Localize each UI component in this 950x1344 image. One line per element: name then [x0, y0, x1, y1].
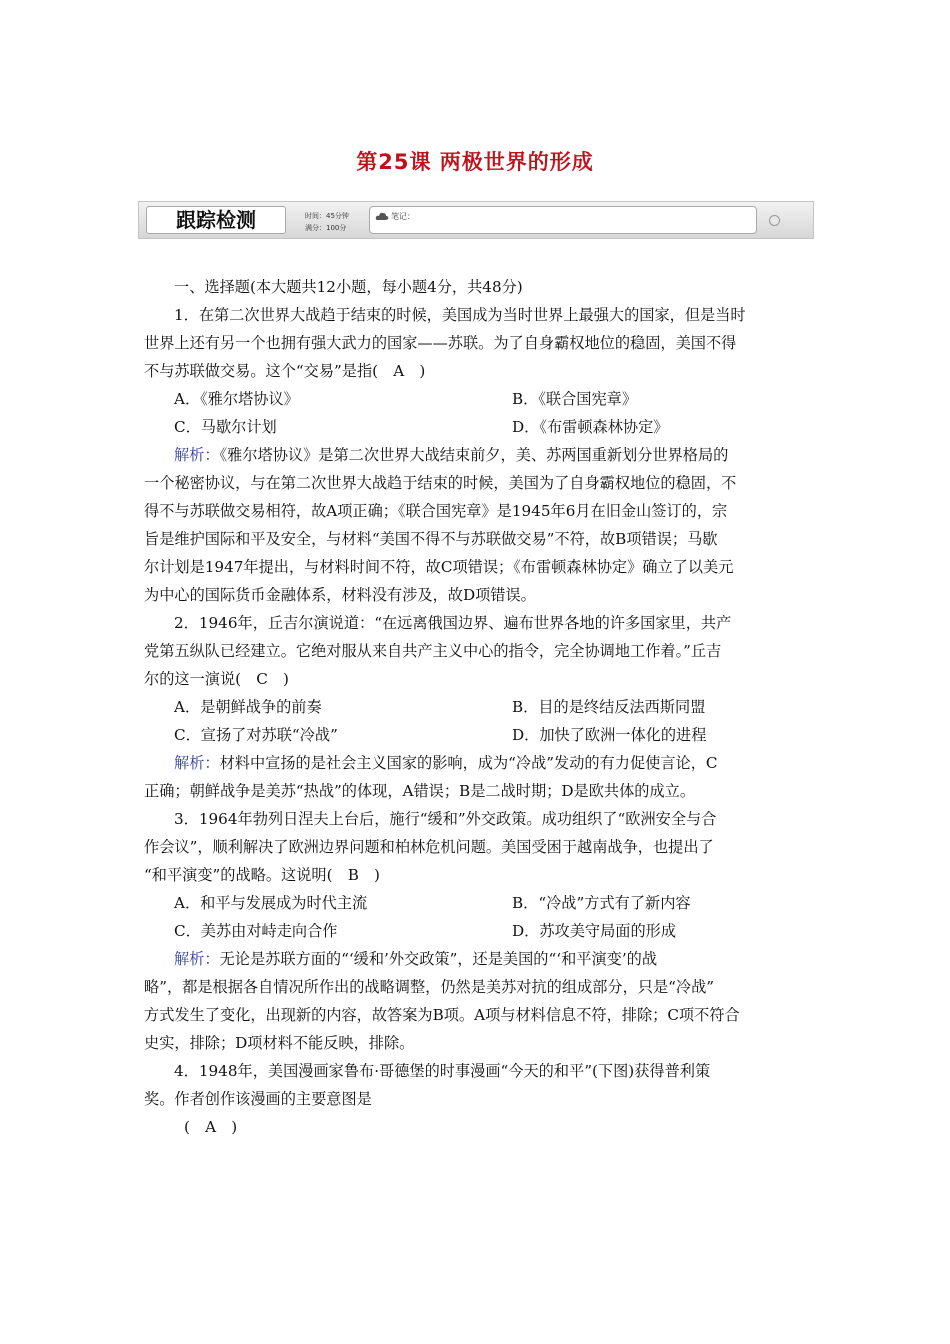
explanation-line: 一个秘密协议，与在第二次世界大战趋于结束的时候，美国为了自身霸权地位的稳固，不	[144, 474, 737, 492]
option-d: D．加快了欧洲一体化的进程	[512, 726, 707, 744]
option-c: C．宣扬了对苏联“冷战”	[174, 726, 338, 744]
option-c: C．马歇尔计划	[174, 418, 277, 436]
option-b: B．“冷战”方式有了新内容	[512, 894, 691, 912]
explanation-text: 无论是苏联方面的“‘缓和’外交政策”，还是美国的“‘和平演变’的战	[219, 950, 658, 968]
cloud-icon	[375, 212, 389, 221]
question-line: 不与苏联做交易。这个“交易”是指( A )	[144, 362, 426, 380]
explanation-line	[174, 753, 718, 773]
question-line: 2．1946年，丘吉尔演说道：“在远离俄国边界、遍布世界各地的许多国家里，共产	[174, 614, 732, 632]
explanation-line: 略”，都是根据各自情况所作出的战略调整，仍然是美苏对抗的组成部分，只是“冷战”	[144, 978, 715, 996]
question-line: 4．1948年，美国漫画家鲁布·哥德堡的时事漫画“今天的和平”(下图)获得普利策	[174, 1062, 711, 1080]
question-line: 奖。作者创作该漫画的主要意图是	[144, 1090, 372, 1108]
banner-meta	[305, 210, 349, 234]
explanation-line: 方式发生了变化，出现新的内容，故答案为B项。A项与材料信息不符，排除；C项不符合	[144, 1006, 740, 1024]
explanation-label: 解析：	[174, 446, 220, 464]
explanation-line: 得不与苏联做交易相符，故A项正确；《联合国宪章》是1945年6月在旧金山签订的，宗	[144, 502, 728, 520]
banner-label: 跟踪检测	[146, 206, 286, 234]
question-line: 尔的这一演说( C )	[144, 670, 289, 688]
option-b: B．《联合国宪章》	[512, 390, 638, 408]
explanation-line: 史实，排除；D项材料不能反映，排除。	[144, 1034, 415, 1052]
section-heading: 一、选择题(本大题共12小题，每小题4分，共48分)	[174, 278, 523, 296]
option-a: A．《雅尔塔协议》	[174, 390, 299, 408]
explanation-label: 解析：	[174, 754, 220, 772]
explanation-line	[174, 949, 657, 969]
option-c: C．美苏由对峙走向合作	[174, 922, 338, 940]
explanation-line: 正确；朝鲜战争是美苏“热战”的体现，A错误；B是二战时期；D是欧共体的成立。	[144, 782, 696, 800]
explanation-line: 尔计划是1947年提出，与材料时间不符，故C项错误；《布雷顿森林协定》确立了以美元	[144, 558, 734, 576]
tracking-banner	[138, 201, 814, 239]
option-a: A．和平与发展成为时代主流	[174, 894, 368, 912]
time-limit: 时间：45分钟	[305, 212, 349, 220]
answer-marker: ( A )	[184, 1118, 238, 1136]
notes-label: 笔记：	[391, 212, 415, 221]
option-b: B．目的是终结反法西斯同盟	[512, 698, 706, 716]
option-d: D．苏攻美守局面的形成	[512, 922, 677, 940]
notes-box[interactable]	[369, 206, 757, 234]
full-score: 满分：100分	[305, 224, 347, 232]
question-line: 作会议”，顺利解决了欧洲边界问题和柏林危机问题。美国受困于越南战争，也提出了	[144, 838, 714, 856]
explanation-line	[174, 445, 728, 465]
question-line: 3．1964年勃列日涅夫上台后，施行“缓和”外交政策。成功组织了“欧洲安全与合	[174, 810, 717, 828]
question-line: 党第五纵队已经建立。它绝对服从来自共产主义中心的指令，完全协调地工作着。”丘吉	[144, 642, 722, 660]
explanation-text: 《雅尔塔协议》是第二次世界大战结束前夕，美、苏两国重新划分世界格局的	[219, 446, 729, 464]
explanation-text: 材料中宣扬的是社会主义国家的影响，成为“冷战”发动的有力促使言论，C	[219, 754, 718, 772]
pen-icon	[769, 215, 780, 226]
option-d: D．《布雷顿森林协定》	[512, 418, 669, 436]
explanation-label: 解析：	[174, 950, 220, 968]
explanation-line: 旨是维护国际和平及安全，与材料“美国不得不与苏联做交易”不符，故B项错误；马歇	[144, 530, 718, 548]
question-line: 1．在第二次世界大战趋于结束的时候，美国成为当时世界上最强大的国家，但是当时	[174, 306, 746, 324]
question-line: 世界上还有另一个也拥有强大武力的国家——苏联。为了自身霸权地位的稳固，美国不得	[144, 334, 737, 352]
page-title: 第25课 两极世界的形成	[356, 150, 594, 174]
option-a: A．是朝鲜战争的前奏	[174, 698, 322, 716]
question-line: “和平演变”的战略。这说明( B )	[144, 866, 380, 884]
explanation-line: 为中心的国际货币金融体系，材料没有涉及，故D项错误。	[144, 586, 536, 604]
